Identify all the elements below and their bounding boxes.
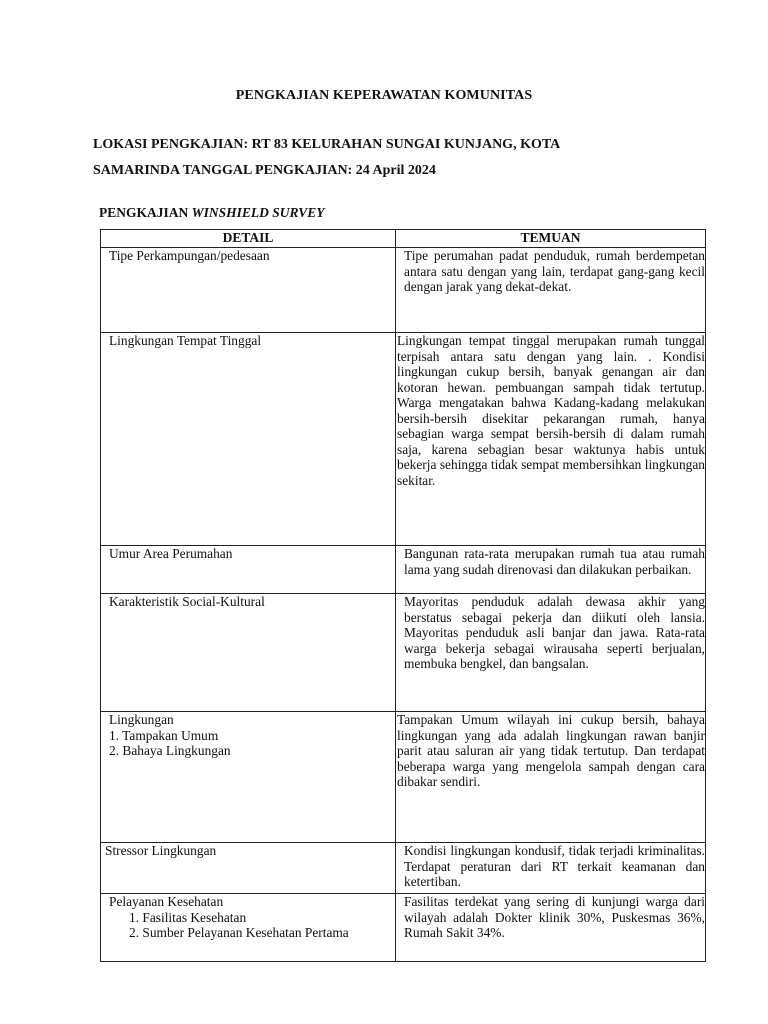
temuan-cell: Bangunan rata-rata merupakan rumah tua atau rumah lama yang sudah direnovasi dan dilakukan perbaikan. xyxy=(396,546,706,594)
table-header-row xyxy=(101,230,706,248)
detail-item: 2. Bahaya Lingkungan xyxy=(109,743,231,758)
detail-item: 2. Sumber Pelayanan Kesehatan Pertama xyxy=(129,925,349,940)
location-line-2: SAMARINDA TANGGAL PENGKAJIAN: 24 April 2024 xyxy=(93,163,436,178)
table-row xyxy=(101,843,706,894)
detail-heading: Lingkungan xyxy=(109,712,174,727)
detail-heading: Stressor Lingkungan xyxy=(105,843,217,858)
detail-heading: Pelayanan Kesehatan xyxy=(109,894,224,909)
detail-cell xyxy=(101,712,396,843)
header-detail: DETAIL xyxy=(101,230,396,248)
table-row xyxy=(101,594,706,712)
table-row xyxy=(101,333,706,546)
detail-item: 1. Fasilitas Kesehatan xyxy=(129,909,247,925)
table-row xyxy=(101,546,706,594)
detail-item: 1. Tampakan Umum xyxy=(109,727,219,743)
temuan-cell: Kondisi lingkungan kondusif, tidak terjadi kriminalitas. Terdapat peraturan dari RT terkait keamanan dan ketertiban. xyxy=(396,843,706,894)
temuan-cell: Lingkungan tempat tinggal merupakan rumah tunggal terpisah antara satu dengan yang lain. . Kondisi lingkungan cukup bersih, banyak genangan air dan kotoran hewan. pembuangan sampah tidak tertutup. Warga mengatakan bahwa Kadang-kadang melakukan bersih-bersih disekitar pekarangan rumah, hanya sebagian warga sempat bersih-bersih di dalam rumah saja, karena sebagian besar waktunya habis untuk bekerja sehingga tidak sempat membersihkan lingkungan sekitar. xyxy=(396,333,706,546)
detail-cell: Umur Area Perumahan xyxy=(101,546,396,594)
table-row xyxy=(101,712,706,843)
location-line-1: LOKASI PENGKAJIAN: RT 83 KELURAHAN SUNGAI KUNJANG, KOTA xyxy=(93,137,561,152)
document-title: PENGKAJIAN KEPERAWATAN KOMUNITAS xyxy=(235,88,533,103)
temuan-cell: Tampakan Umum wilayah ini cukup bersih, bahaya lingkungan yang ada adalah lingkungan rawan banjir parit atau saluran air yang tidak tertutup. Dan terdapat beberapa warga yang mengelola sampah dengan cara dibakar sendiri. xyxy=(396,712,706,843)
table-row xyxy=(101,248,706,333)
section-title xyxy=(99,205,325,221)
winshield-survey-table xyxy=(100,229,706,962)
section-title-italic: WINSHIELD SURVEY xyxy=(191,205,325,220)
detail-cell: Karakteristik Social-Kultural xyxy=(101,594,396,712)
table-row xyxy=(101,894,706,962)
section-title-prefix: PENGKAJIAN xyxy=(99,205,192,220)
detail-cell xyxy=(101,894,396,962)
detail-cell: Tipe Perkampungan/pedesaan xyxy=(101,248,396,333)
temuan-cell: Fasilitas terdekat yang sering di kunjungi warga dari wilayah adalah Dokter klinik 30%, Puskesmas 36%, Rumah Sakit 34%. xyxy=(396,894,706,962)
detail-cell xyxy=(101,843,396,894)
detail-cell: Lingkungan Tempat Tinggal xyxy=(101,333,396,546)
header-temuan: TEMUAN xyxy=(396,230,706,248)
temuan-cell: Tipe perumahan padat penduduk, rumah berdempetan antara satu dengan yang lain, terdapat gang-gang kecil dengan jarak yang dekat-dekat. xyxy=(396,248,706,333)
temuan-cell: Mayoritas penduduk adalah dewasa akhir yang berstatus sebagai pekerja dan diikuti oleh lansia. Mayoritas penduduk asli banjar dan jawa. Rata-rata warga bekerja sebagai wirausaha seperti berjualan, membuka bengkel, dan bangsalan. xyxy=(396,594,706,712)
